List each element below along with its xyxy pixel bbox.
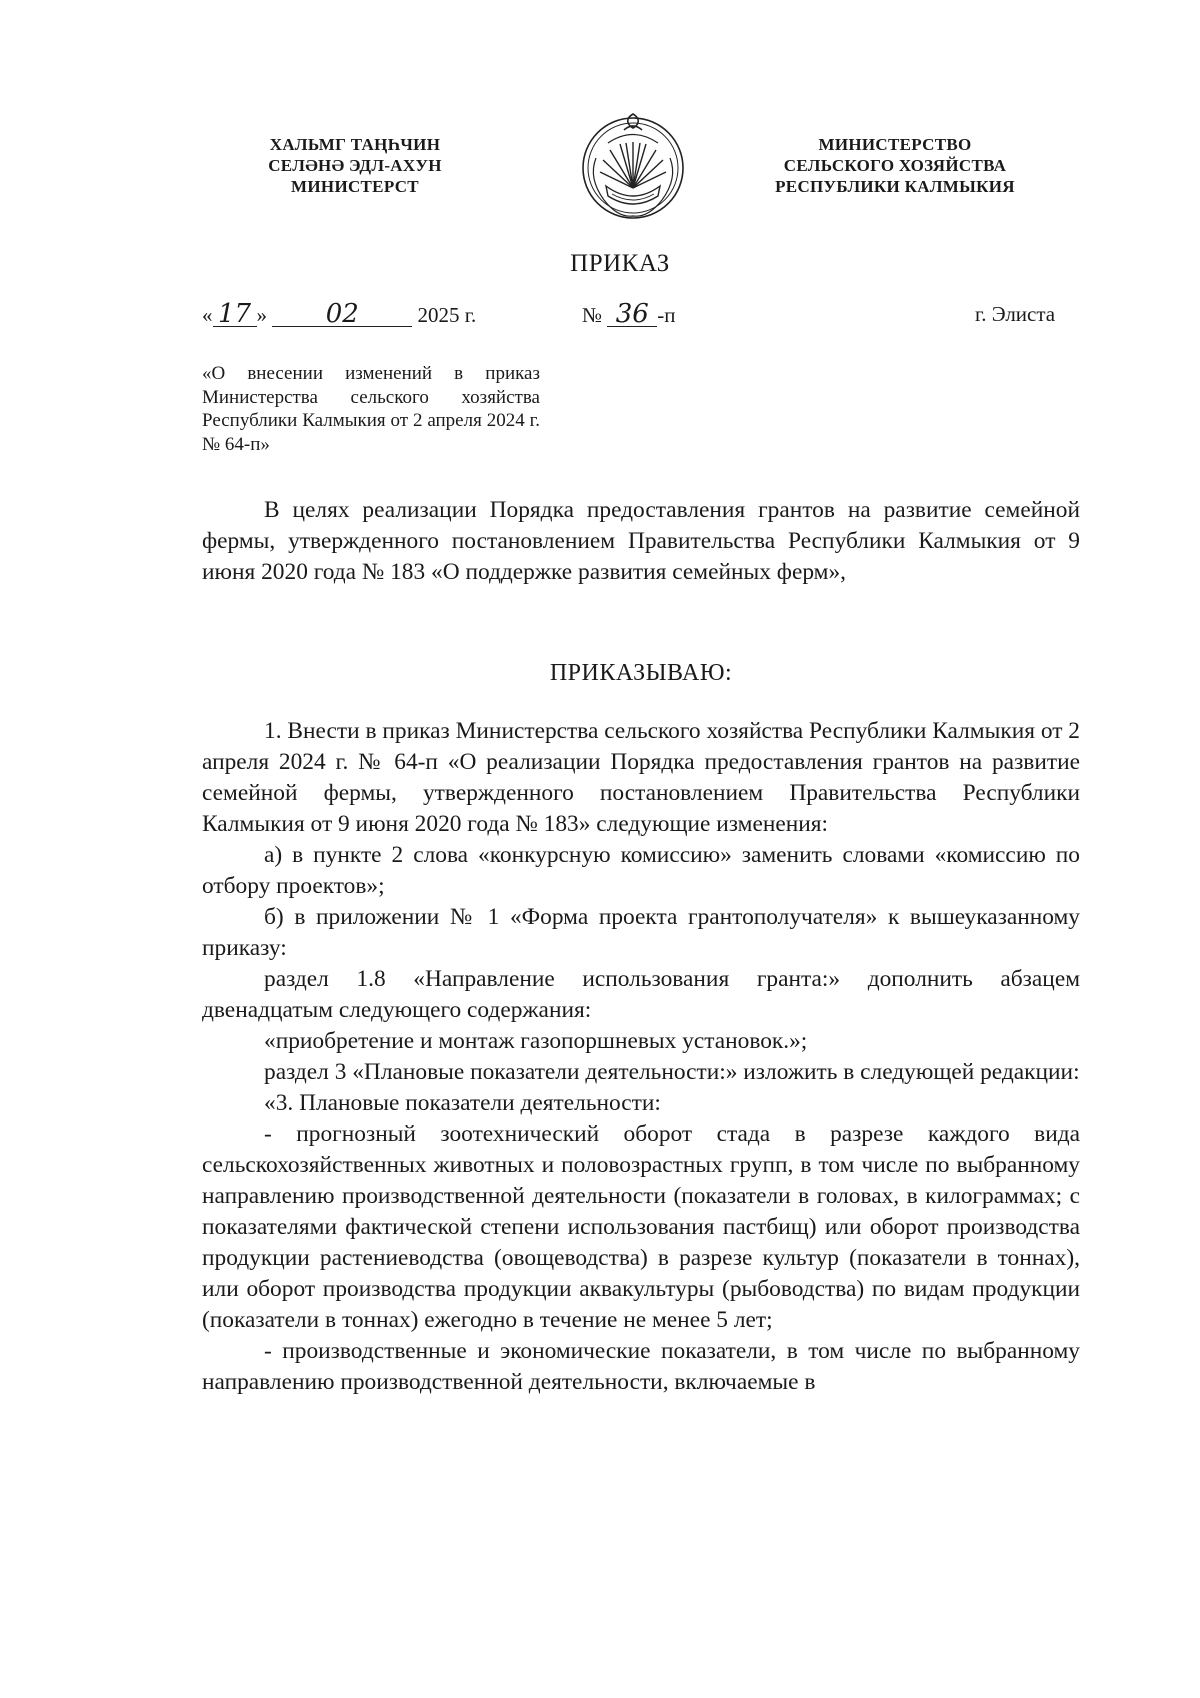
paragraph-bullet-2: - производственные и экономические показатели, в том числе по выбранному направлению производственной деятельности, включаемые в (202, 1338, 1080, 1395)
paragraph-b: б) в приложении № 1 «Форма проекта грантополучателя» к вышеуказанному приказу: (202, 904, 1080, 961)
date-open-quote: « (202, 303, 213, 327)
intro-text: В целях реализации Порядка предоставления грантов на развитие семейной фермы, утвержденного постановлением Правительства Республики Калмыкия от 9 июня 2020 года № 183 «О поддержке развития семейных ферм», (202, 497, 1080, 585)
header-right-russian (740, 134, 1050, 197)
order-items (202, 716, 1080, 1398)
order-date (202, 299, 477, 329)
header-left-line-2: СЕЛӘНӘ ЭДЛ-АХУН (268, 156, 442, 175)
paragraph-section-3: раздел 3 «Плановые показатели деятельности:» изложить в следующей редакции: (264, 1059, 1080, 1085)
date-month: 02 (272, 302, 412, 327)
order-subject: «О внесении изменений в приказ Министерства сельского хозяйства Республики Калмыкия от 2 апреля 2024 г. № 64-п» (202, 363, 540, 455)
header-left-line-1: ХАЛЬМГ ТАҢҺЧИН (269, 135, 441, 154)
number-suffix: -п (657, 303, 676, 327)
paragraph-1: 1. Внести в приказ Министерства сельского хозяйства Республики Калмыкия от 2 апреля 2024 г. № 64-п «О реализации Порядка предоставления грантов на развитие семейной фермы, утвержденного постановлением Правительства Республики Калмыкия от 9 июня 2020 года № 183» следующие изменения: (202, 718, 1080, 837)
paragraph-section-3-title: «3. Плановые показатели деятельности: (264, 1090, 661, 1116)
header-right-line-3: РЕСПУБЛИКИ КАЛМЫКИЯ (775, 177, 1015, 196)
date-year: 2025 г. (417, 303, 477, 327)
paragraph-section-1-8: раздел 1.8 «Направление использования гранта:» дополнить абзацем двенадцатым следующего содержания: (202, 966, 1080, 1023)
order-city: г. Элиста (975, 302, 1056, 326)
date-day: 17 (213, 302, 257, 327)
header-right-line-1: МИНИСТЕРСТВО (818, 135, 972, 154)
header-left-line-3: МИНИСТЕРСТ (291, 177, 419, 196)
date-close-quote: » (256, 303, 267, 327)
directive-heading: ПРИКАЗЫВАЮ: (549, 660, 733, 686)
number-prefix: № (582, 303, 603, 327)
coat-of-arms-emblem-icon (578, 108, 688, 226)
intro-paragraph (202, 495, 1080, 588)
paragraph-quote-1: «приобретение и монтаж газопоршневых установок.»; (264, 1028, 808, 1054)
order-title: ПРИКАЗ (570, 250, 670, 277)
paragraph-a: а) в пункте 2 слова «конкурсную комиссию» заменить словами «комиссию по отбору проектов»; (202, 842, 1080, 899)
order-number (582, 299, 676, 329)
paragraph-bullet-1: - прогнозный зоотехнический оборот стада в разрезе каждого вида сельскохозяйственных животных и половозрастных групп, в том числе по выбранному направлению производственной деятельности (показатели в головах, в килограммах; с показателями фактической степени использования пастбищ) или оборот производства продукции растениеводства (овощеводства) в разрезе культур (показатели в тоннах), или оборот производства продукции аквакультуры (рыбоводства) по видам продукции (показатели в тоннах) ежегодно в течение не менее 5 лет; (202, 1121, 1080, 1333)
number-value: 36 (607, 302, 657, 327)
header-right-line-2: СЕЛЬСКОГО ХОЗЯЙСТВА (783, 156, 1007, 175)
header-left-kalmyk (240, 134, 470, 197)
